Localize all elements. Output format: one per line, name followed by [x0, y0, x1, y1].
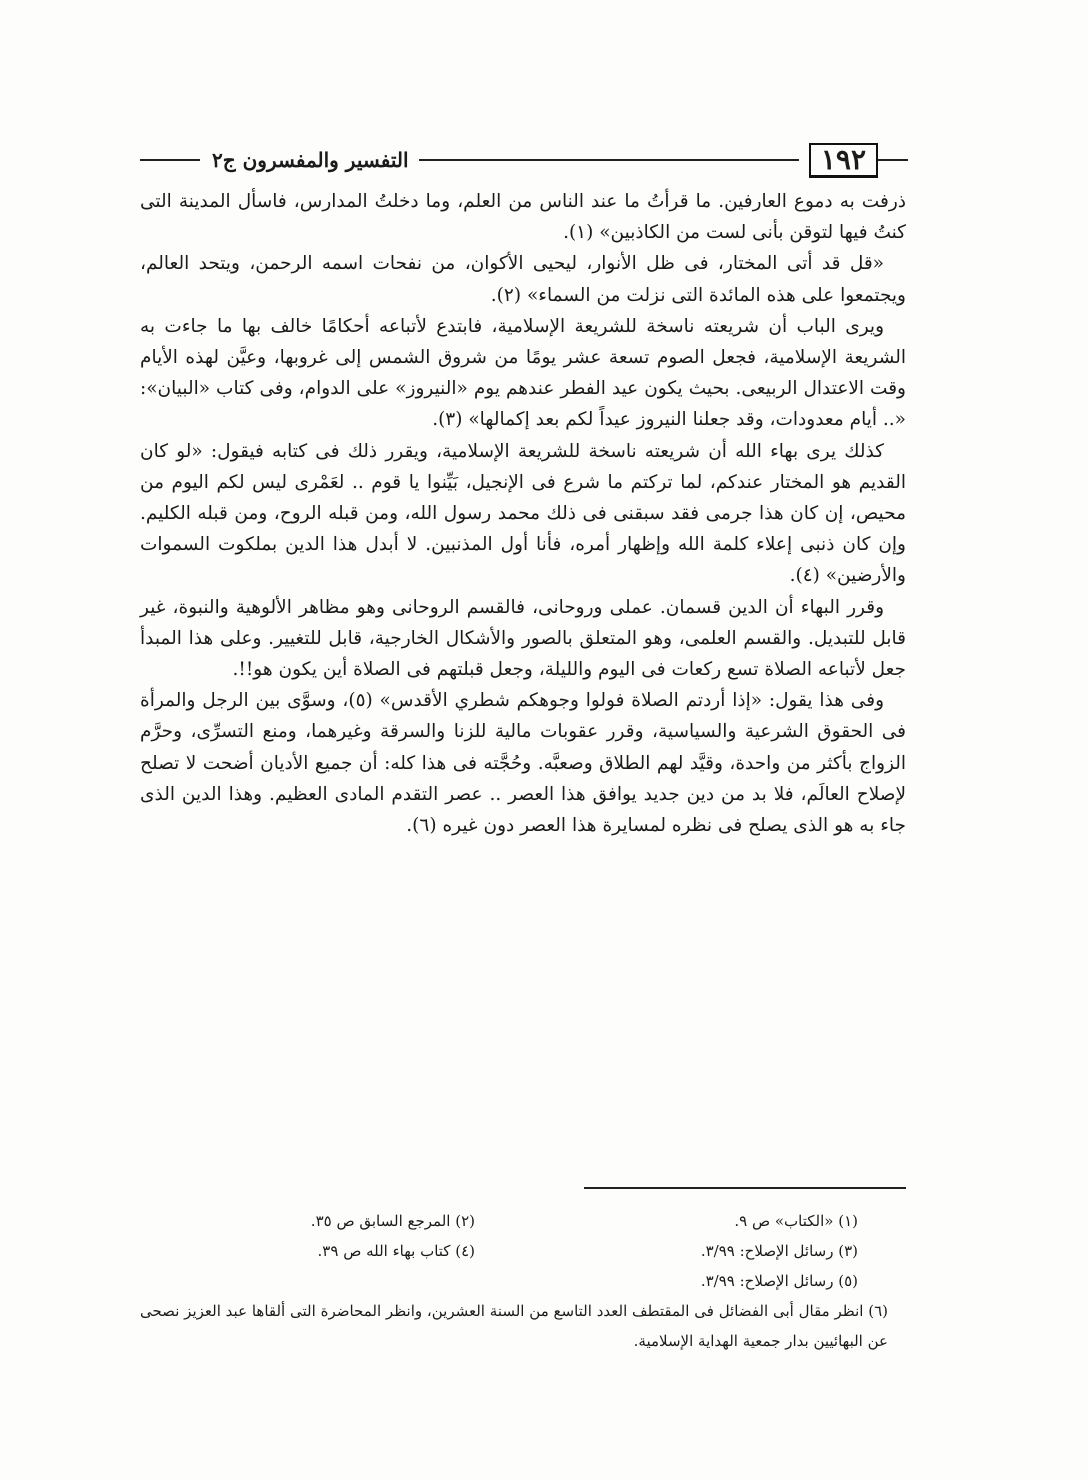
header-rule-right: [878, 159, 908, 161]
paragraph-5: وقرر البهاء أن الدين قسمان. عملى وروحانى، فالقسم الروحانى وهو مظاهر الألوهية والنبوة، غير قابل للتبديل. والقسم العلمى، وهو المتعلق بالصور والأشكال الخارجية، قابل للتغيير. وعلى هذا المبدأ جعل لأتباعه الصلاة تسع ركعات فى اليوم والليلة، وجعل قبلتهم فى الصلاة أين يكون هو!!.: [140, 596, 906, 681]
footnote-6: (٦) انظر مقال أبى الفضائل فى المقتطف العدد التاسع من السنة العشرين، وانظر المحاضرة التى ألقاها عبد العزيز نصحى عن البهائيين بدار جمعية الهداية الإسلامية.: [140, 1302, 888, 1350]
paragraph-1: ذرفت به دموع العارفين. ما قرأتُ ما عند الناس من العلم، وما دخلتُ المدارس، فاسأل المدينة التى كنتُ فيها لتوقن بأنى لست من الكاذبين» (١).: [140, 191, 906, 244]
paragraph-2: «قل قد أتى المختار، فى ظل الأنوار، ليحيى الأكوان، من نفحات اسمه الرحمن، ويتحد العالم، ويجتمعوا على هذه المائدة التى نزلت من السماء» (٢).: [140, 253, 906, 306]
footnote-5: (٥) رسائل الإصلاح: ٣/٩٩.: [700, 1272, 858, 1290]
page-number: ١٩٢: [809, 143, 878, 178]
paragraph-3: ويرى الباب أن شريعته ناسخة للشريعة الإسلامية، فابتدع لأتباعه أحكامًا خالف بها ما جاءت به الشريعة الإسلامية، فجعل الصوم تسعة عشر يومًا من شروق الشمس إلى غروبها، وعيَّن لهذه الأيام وقت الاعتدال الربيعى. بحيث يكون عيد الفطر عندهم يوم «النيروز» على الدوام، وفى كتاب «البيان»: «.. أيام معدودات، وقد جعلنا النيروز عيداً لكم بعد إكمالها» (٣).: [140, 315, 906, 431]
footnote-4: (٤) كتاب بهاء الله ص ٣٩.: [317, 1242, 475, 1260]
body-text: [140, 186, 906, 841]
page-header: [140, 140, 908, 180]
footnote-2: (٢) المرجع السابق ص ٣٥.: [310, 1212, 475, 1230]
header-rule-middle: [419, 159, 799, 161]
header-rule-left: [140, 159, 200, 161]
paragraph-6: وفى هذا يقول: «إذا أردتم الصلاة فولوا وجوهكم شطري الأقدس» (٥)، وسوَّى بين الرجل والمرأة فى الحقوق الشرعية والسياسية، وقرر عقوبات مالية للزنا والسرقة وغيرهما، ومنع التسرِّى، وحرَّم الزواج بأكثر من واحدة، وقيَّد لهم الطلاق وصعبَّه. وحُجَّته فى هذا كله: أن جميع الأديان أضحت لا تصلح لإصلاح العالَم، فلا بد من دين جديد يوافق هذا العصر .. عصر التقدم المادى العظيم. وهذا الدين الذى جاء به هو الذى يصلح فى نظره لمسايرة هذا العصر دون غيره (٦).: [140, 690, 907, 837]
footnote-row: [140, 1266, 906, 1296]
footnote-separator: [584, 1187, 906, 1189]
footnote-1: (١) «الكتاب» ص ٩.: [734, 1212, 858, 1230]
paragraph-4: كذلك يرى بهاء الله أن شريعته ناسخة للشريعة الإسلامية، ويقرر ذلك فى كتابه فيقول: «لو كان القديم هو المختار عندكم، لما تركتم ما شرع فى الإنجيل، بَيِّنوا يا قوم .. لعَمْرى ليس لكم اليوم من محيص، إن كان هذا جرمى فقد سبقنى فى ذلك محمد رسول الله، ومن قبله الروح، ومن قبله الكليم. وإن كان ذنبى إعلاء كلمة الله وإظهار أمره، فأنا أول المذنبين. لا أبدل هذا الدين بملكوت السموات والأرضين» (٤).: [140, 440, 906, 587]
footnotes: [140, 1206, 906, 1356]
running-title: التفسير والمفسرون ج٢: [212, 148, 409, 172]
footnote-row: [140, 1236, 906, 1266]
footnote-3: (٣) رسائل الإصلاح: ٣/٩٩.: [700, 1242, 858, 1260]
footnote-row: [140, 1206, 906, 1236]
